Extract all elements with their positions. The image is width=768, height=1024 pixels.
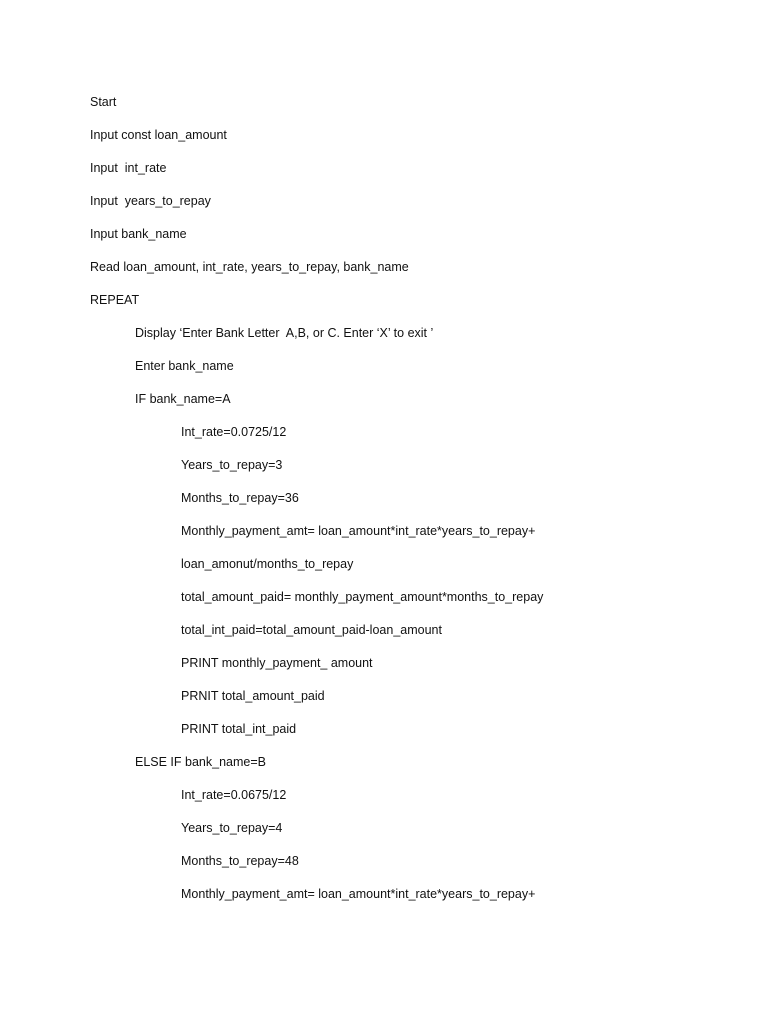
pseudocode-line: loan_amonut/months_to_repay — [181, 557, 354, 571]
pseudocode-line: Months_to_repay=36 — [181, 491, 299, 505]
pseudocode-line: Input years_to_repay — [90, 194, 211, 208]
pseudocode-line: total_int_paid=total_amount_paid-loan_amount — [181, 623, 442, 637]
pseudocode-line: Display ‘Enter Bank Letter A,B, or C. Enter ‘X’ to exit ’ — [135, 326, 434, 340]
pseudocode-line: IF bank_name=A — [135, 392, 231, 406]
pseudocode-line: Input int_rate — [90, 161, 167, 175]
pseudocode-line: PRINT total_int_paid — [181, 722, 297, 736]
pseudocode-line: REPEAT — [90, 293, 140, 307]
pseudocode-line: Monthly_payment_amt= loan_amount*int_rate*years_to_repay+ — [181, 887, 536, 901]
pseudocode-line: Years_to_repay=3 — [181, 458, 283, 472]
pseudocode-line: PRINT monthly_payment_ amount — [181, 656, 373, 670]
pseudocode-line: Years_to_repay=4 — [181, 821, 283, 835]
pseudocode-line: Monthly_payment_amt= loan_amount*int_rate*years_to_repay+ — [181, 524, 536, 538]
pseudocode-line: Input bank_name — [90, 227, 187, 241]
pseudocode-line: Months_to_repay=48 — [181, 854, 299, 868]
pseudocode-line: ELSE IF bank_name=B — [135, 755, 266, 769]
pseudocode-line: Start — [90, 95, 117, 109]
pseudocode-line: PRNIT total_amount_paid — [181, 689, 325, 703]
pseudocode-line: Input const loan_amount — [90, 128, 227, 142]
pseudocode-line: Int_rate=0.0725/12 — [181, 425, 287, 439]
pseudocode-line: Int_rate=0.0675/12 — [181, 788, 287, 802]
pseudocode-line: total_amount_paid= monthly_payment_amount*months_to_repay — [181, 590, 544, 604]
pseudocode-line: Enter bank_name — [135, 359, 234, 373]
pseudocode-line: Read loan_amount, int_rate, years_to_repay, bank_name — [90, 260, 409, 274]
